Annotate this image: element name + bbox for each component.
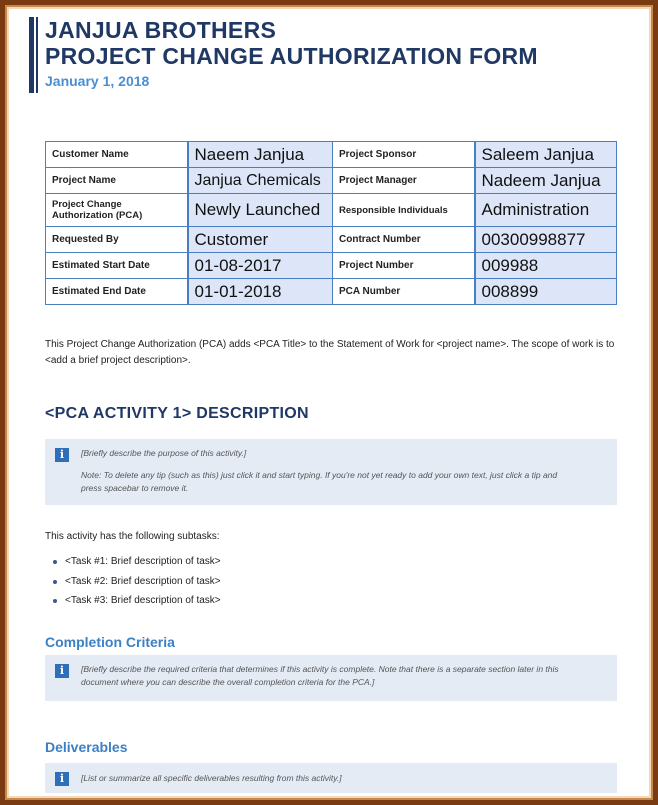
project-manager-field[interactable]: Nadeem Janjua xyxy=(475,168,617,194)
pca-number-field[interactable]: 008899 xyxy=(475,279,617,305)
label-responsible-individuals: Responsible Individuals xyxy=(333,194,475,227)
completion-criteria-heading: Completion Criteria xyxy=(45,634,175,650)
contract-number-field[interactable]: 00300998877 xyxy=(475,227,617,253)
customer-name-field[interactable]: Naeem Janjua xyxy=(188,142,333,168)
responsible-individuals-field[interactable]: Administration xyxy=(475,194,617,227)
deliverables-tip-box[interactable] xyxy=(45,763,617,793)
label-estimated-start-date: Estimated Start Date xyxy=(46,253,188,279)
label-project-name: Project Name xyxy=(46,168,188,194)
label-customer-name: Customer Name xyxy=(46,142,188,168)
table-row xyxy=(46,227,617,253)
project-number-field[interactable]: 009988 xyxy=(475,253,617,279)
deliverables-heading: Deliverables xyxy=(45,739,128,755)
activity-tip-box[interactable] xyxy=(45,439,617,505)
label-project-number: Project Number xyxy=(333,253,475,279)
label-pca: Project Change Authorization (PCA) xyxy=(46,194,188,227)
document-date: January 1, 2018 xyxy=(45,73,150,89)
document-page xyxy=(19,15,639,790)
subtasks-intro: This activity has the following subtasks: xyxy=(45,531,220,542)
title-accent-bar-thin xyxy=(36,17,38,93)
info-icon: i xyxy=(55,448,69,462)
list-item[interactable]: <Task #1: Brief description of task> xyxy=(53,555,221,575)
label-pca-number: PCA Number xyxy=(333,279,475,305)
completion-tip-box[interactable] xyxy=(45,655,617,701)
project-sponsor-field[interactable]: Saleem Janjua xyxy=(475,142,617,168)
label-project-sponsor: Project Sponsor xyxy=(333,142,475,168)
estimated-start-date-field[interactable]: 01-08-2017 xyxy=(188,253,333,279)
activity-tip-text: [Briefly describe the purpose of this activity.] xyxy=(81,448,247,458)
project-info-table xyxy=(45,141,617,305)
table-row xyxy=(46,142,617,168)
pca-field[interactable]: Newly Launched xyxy=(188,194,333,227)
label-contract-number: Contract Number xyxy=(333,227,475,253)
info-icon: i xyxy=(55,772,69,786)
table-row xyxy=(46,168,617,194)
label-requested-by: Requested By xyxy=(46,227,188,253)
list-item[interactable]: <Task #2: Brief description of task> xyxy=(53,575,221,595)
label-estimated-end-date: Estimated End Date xyxy=(46,279,188,305)
list-item[interactable]: <Task #3: Brief description of task> xyxy=(53,594,221,614)
estimated-end-date-field[interactable]: 01-01-2018 xyxy=(188,279,333,305)
subtask-list xyxy=(53,555,221,614)
table-row xyxy=(46,253,617,279)
activity-heading: <PCA ACTIVITY 1> DESCRIPTION xyxy=(45,405,309,422)
table-row xyxy=(46,194,617,227)
title-accent-bar xyxy=(29,17,34,93)
project-name-field[interactable]: Janjua Chemicals xyxy=(188,168,333,194)
info-icon: i xyxy=(55,664,69,678)
deliverables-tip-text: [List or summarize all specific deliverables resulting from this activity.] xyxy=(81,773,342,783)
activity-tip-note: Note: To delete any tip (such as this) just click it and start typing. If you're not yet ready to add your own text, just click a tip and press spacebar to remove it. xyxy=(81,470,558,493)
table-row xyxy=(46,279,617,305)
completion-tip-text: [Briefly describe the required criteria that determines if this activity is complete. Note that there is a separate section later in this document where you can describe the overall completion criteria for the PCA.] xyxy=(81,664,559,687)
label-project-manager: Project Manager xyxy=(333,168,475,194)
form-title: PROJECT CHANGE AUTHORIZATION FORM xyxy=(45,43,538,69)
company-name: JANJUA BROTHERS xyxy=(45,17,277,43)
intro-paragraph: This Project Change Authorization (PCA) adds <PCA Title> to the Statement of Work for <project name>. The scope of work is to <add a brief project description>. xyxy=(45,339,615,366)
requested-by-field[interactable]: Customer xyxy=(188,227,333,253)
